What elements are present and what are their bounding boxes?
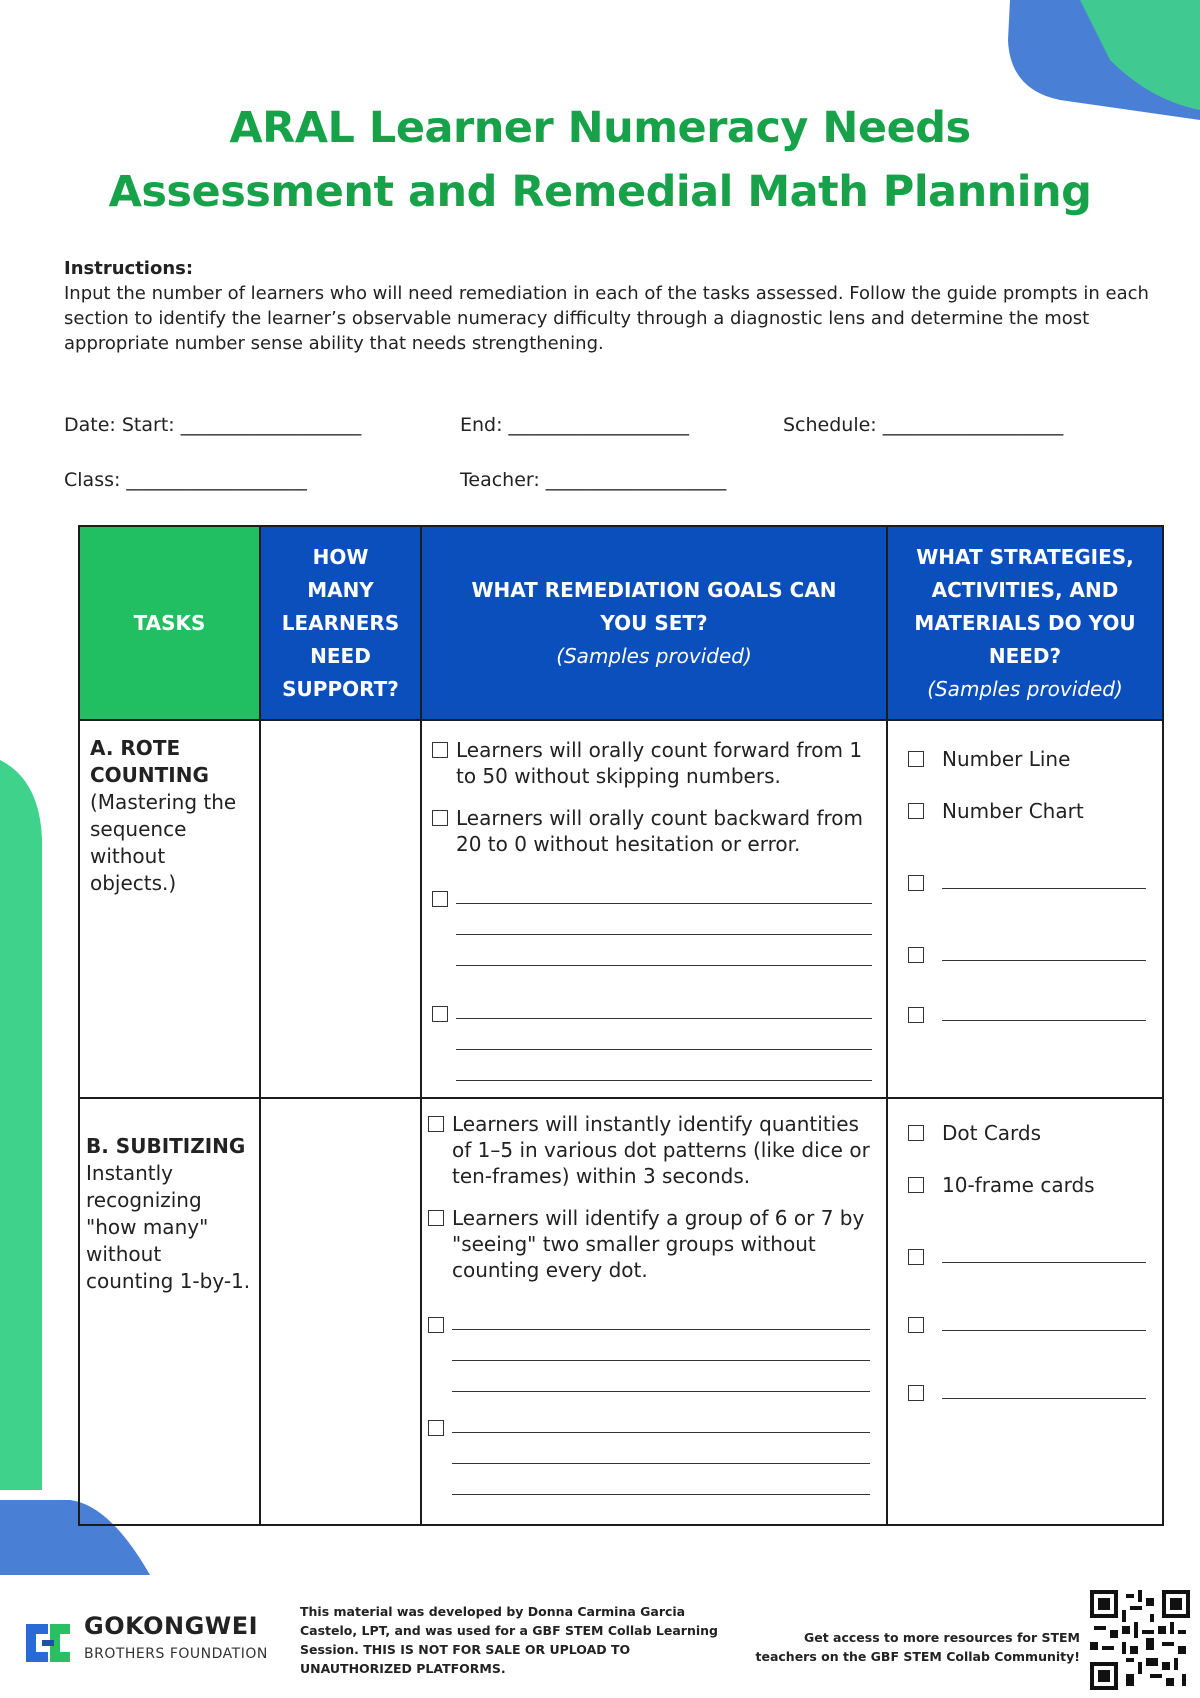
header-how-many-line: LEARNERS [281,610,400,635]
header-strategies [887,526,1163,720]
learner-count-cell[interactable] [260,1098,421,1525]
material-text: Number Chart [942,799,1084,823]
material-blank-item [908,857,1162,909]
material-blank-item [908,1299,1162,1351]
header-strategies-line: MATERIALS DO YOU [914,610,1136,635]
material-item [908,733,1162,785]
qr-code-icon[interactable] [1090,1590,1190,1690]
title-line-1: ARAL Learner Numeracy Needs [229,103,971,153]
material-blank-item [908,989,1162,1041]
goal-checkbox[interactable] [432,1006,448,1022]
instructions-heading: Instructions: [64,258,194,279]
assessment-table [78,525,1164,1526]
header-how-many-line: HOW [312,544,369,569]
instructions [64,256,1154,356]
blank-goal-item [428,1402,882,1495]
header-goals-line: YOU SET? [600,610,708,635]
material-checkbox[interactable] [908,803,924,819]
materials-cell [887,1098,1163,1525]
blank-goal-item [432,988,882,1081]
page-title [0,96,1200,224]
header-strategies-line: ACTIVITIES, AND [931,577,1119,602]
header-strategies-line: WHAT STRATEGIES, [916,544,1134,569]
table-row-subitizing [79,1098,1163,1525]
header-goals-samples: (Samples provided) [556,643,752,668]
task-title: A. ROTE [90,736,181,760]
header-tasks [79,526,260,720]
footer-call-to-action: Get access to more resources for STEM teachers on the GBF STEM Collab Community! [755,1630,1080,1664]
material-checkbox[interactable] [908,1317,924,1333]
end-date-field[interactable]: End: ___________________ [460,414,690,436]
header-tasks-label: TASKS [133,610,206,635]
table-header-row [79,526,1163,720]
task-description: Instantly recognizing "how many" without counting 1-by-1. [86,1161,251,1293]
task-cell [79,1098,260,1525]
goal-item [428,1111,882,1189]
header-goals-line: WHAT REMEDIATION GOALS CAN [471,577,837,602]
goal-item [428,1205,882,1283]
gbf-logo-icon [20,1620,76,1666]
task-title: COUNTING [90,763,209,787]
material-item [908,785,1162,837]
goal-blank-lines[interactable] [456,988,872,1081]
header-goals [421,526,887,720]
material-text: Dot Cards [942,1121,1042,1145]
goal-blank-lines[interactable] [456,873,872,966]
goals-cell [421,1098,887,1525]
goal-blank-lines[interactable] [452,1299,870,1392]
goal-checkbox[interactable] [428,1210,444,1226]
material-checkbox[interactable] [908,751,924,767]
goal-text: Learners will identify a group of 6 or 7 by "seeing" two smaller groups without counting every dot. [452,1206,865,1282]
goal-text: Learners will instantly identify quantities of 1–5 in various dot patterns (like dice or ten-frames) within 3 seconds. [452,1112,870,1188]
table-row-rote-counting [79,720,1163,1098]
material-checkbox[interactable] [908,947,924,963]
material-checkbox[interactable] [908,1125,924,1141]
footer-disclaimer: This material was developed by Donna Carmina Garcia Castelo, LPT, and was used for a GBF STEM Collab Learning Session. THIS IS NOT FOR SALE OR UPLOAD TO UNAUTHORIZED PLATFORMS. [300,1604,718,1676]
material-item [908,1159,1162,1211]
org-subtitle: BROTHERS FOUNDATION [84,1646,268,1662]
material-text: 10-frame cards [942,1173,1095,1197]
date-start-field[interactable]: Date: Start: ___________________ [64,414,362,436]
header-how-many-line: SUPPORT? [282,676,399,701]
goal-text: Learners will orally count forward from 1 to 50 without skipping numbers. [456,738,863,788]
material-checkbox[interactable] [908,1007,924,1023]
material-text: Number Line [942,747,1071,771]
material-blank-line[interactable] [942,1388,1146,1399]
teacher-field[interactable]: Teacher: ___________________ [460,469,727,491]
material-blank-item [908,1367,1162,1419]
material-checkbox[interactable] [908,1385,924,1401]
header-strategies-line: NEED? [988,643,1062,668]
learner-count-cell[interactable] [260,720,421,1098]
material-blank-line[interactable] [942,878,1146,889]
material-blank-line[interactable] [942,1252,1146,1263]
goal-checkbox[interactable] [432,810,448,826]
task-description: (Mastering the sequence without objects.) [90,790,237,895]
header-how-many-line: MANY [307,577,374,602]
goal-item [432,805,882,857]
goal-checkbox[interactable] [428,1420,444,1436]
blank-goal-item [428,1299,882,1392]
header-how-many [260,526,421,720]
goal-checkbox[interactable] [428,1317,444,1333]
blank-goal-item [432,873,882,966]
title-line-2: Assessment and Remedial Math Planning [108,167,1092,217]
task-cell [79,720,260,1098]
material-blank-item [908,929,1162,981]
material-checkbox[interactable] [908,875,924,891]
header-how-many-line: NEED [310,643,371,668]
goal-checkbox[interactable] [432,891,448,907]
goal-item [432,737,882,789]
goals-cell [421,720,887,1098]
material-blank-line[interactable] [942,950,1146,961]
goal-text: Learners will orally count backward from 20 to 0 without hesitation or error. [456,806,864,856]
class-field[interactable]: Class: ___________________ [64,469,307,491]
task-title: B. SUBITIZING [86,1134,246,1158]
org-name: GOKONGWEI [84,1612,259,1640]
material-blank-line[interactable] [942,1320,1146,1331]
material-item [908,1107,1162,1159]
materials-cell [887,720,1163,1098]
material-blank-line[interactable] [942,1010,1146,1021]
goal-blank-lines[interactable] [452,1402,870,1495]
goal-checkbox[interactable] [428,1116,444,1132]
schedule-field[interactable]: Schedule: ___________________ [783,414,1064,436]
material-checkbox[interactable] [908,1249,924,1265]
goal-checkbox[interactable] [432,742,448,758]
instructions-text: Input the number of learners who will need remediation in each of the tasks assessed. Follow the guide prompts in each section to identify the learner’s observable numeracy difficulty through a diagnostic lens and determine the most appropriate number sense ability that needs strengthening. [64,283,1149,354]
material-checkbox[interactable] [908,1177,924,1193]
material-blank-item [908,1231,1162,1283]
header-strategies-samples: (Samples provided) [927,676,1123,701]
